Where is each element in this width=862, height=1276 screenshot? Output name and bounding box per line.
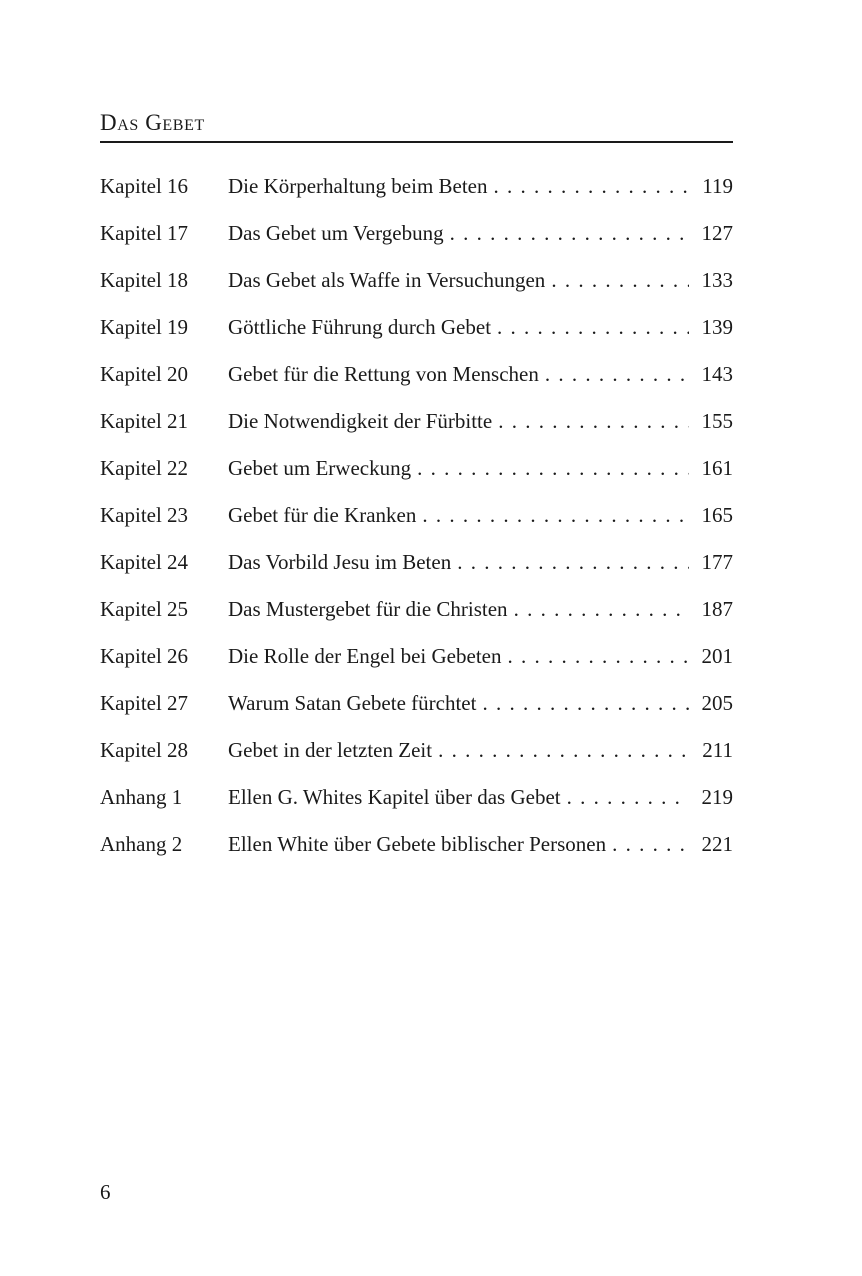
toc-entry	[100, 359, 733, 406]
toc-entry-page: 127	[701, 221, 733, 245]
toc-entry-page: 205	[701, 691, 733, 715]
toc-entry	[100, 547, 733, 594]
toc-entry-title-wrap	[228, 594, 689, 624]
toc-entry-label: Kapitel 18	[100, 268, 189, 292]
dot-leader	[498, 406, 689, 436]
dot-leader	[494, 171, 689, 201]
toc-entry-title-wrap	[228, 359, 689, 389]
toc-entry	[100, 641, 733, 688]
toc-entry-label: Kapitel 19	[100, 315, 189, 339]
toc-entry-page: 143	[701, 362, 733, 386]
dot-leader	[612, 829, 689, 859]
toc-entry-title: Gebet in der letzten Zeit	[228, 738, 433, 762]
dot-leader	[450, 218, 689, 248]
toc-entry-label: Anhang 1	[100, 785, 183, 809]
toc-entry	[100, 218, 733, 265]
toc-entry-label: Kapitel 21	[100, 409, 189, 433]
toc-entry-title: Göttliche Führung durch Gebet	[228, 315, 492, 339]
dot-leader	[497, 312, 689, 342]
running-head: Das Gebet	[100, 110, 205, 135]
toc-entry-label: Kapitel 24	[100, 550, 189, 574]
dot-leader	[457, 547, 689, 577]
toc-entry-label: Kapitel 22	[100, 456, 189, 480]
toc-entry-title: Ellen G. Whites Kapitel über das Gebet	[228, 785, 561, 809]
toc-entry-title-wrap	[228, 265, 689, 295]
dot-leader	[551, 265, 689, 295]
toc-entry-title-wrap	[228, 782, 689, 812]
toc-entry-label: Kapitel 26	[100, 644, 189, 668]
toc-entry	[100, 688, 733, 735]
dot-leader	[567, 782, 689, 812]
toc-entry-page: 161	[701, 456, 733, 480]
toc-entry-title: Das Vorbild Jesu im Beten	[228, 550, 452, 574]
toc-entry	[100, 312, 733, 359]
toc-entry-page: 219	[701, 785, 733, 809]
toc-entry-page: 201	[701, 644, 733, 668]
toc-entry-title: Das Gebet als Waffe in Versuchungen	[228, 268, 546, 292]
toc-entry-page: 139	[701, 315, 733, 339]
toc-entry-label: Kapitel 27	[100, 691, 189, 715]
toc-entry-title-wrap	[228, 406, 689, 436]
toc-entry-title: Gebet für die Kranken	[228, 503, 417, 527]
toc-entry-title-wrap	[228, 500, 689, 530]
toc-entry-title: Die Notwendigkeit der Fürbitte	[228, 409, 493, 433]
toc-entry-title-wrap	[228, 312, 689, 342]
dot-leader	[545, 359, 689, 389]
toc-entry-title: Das Mustergebet für die Christen	[228, 597, 508, 621]
toc-entry-label: Kapitel 16	[100, 174, 189, 198]
toc-entry-label: Kapitel 20	[100, 362, 189, 386]
table-of-contents	[100, 171, 733, 876]
toc-entry-label: Kapitel 25	[100, 597, 189, 621]
toc-entry-title: Ellen White über Gebete biblischer Personen	[228, 832, 607, 856]
toc-entry-page: 221	[701, 832, 733, 856]
toc-entry-page: 165	[701, 503, 733, 527]
toc-entry-title-wrap	[228, 641, 689, 671]
toc-entry	[100, 782, 733, 829]
toc-entry	[100, 171, 733, 218]
toc-entry	[100, 829, 733, 876]
toc-entry-page: 155	[701, 409, 733, 433]
dot-leader	[422, 500, 689, 530]
header-rule	[100, 141, 733, 143]
toc-entry-page: 119	[702, 174, 733, 198]
toc-entry-title-wrap	[228, 735, 689, 765]
toc-entry-title-wrap	[228, 171, 689, 201]
toc-entry	[100, 453, 733, 500]
toc-entry-title-wrap	[228, 688, 689, 718]
toc-entry-title: Die Rolle der Engel bei Gebeten	[228, 644, 502, 668]
toc-entry	[100, 406, 733, 453]
toc-entry-page: 133	[701, 268, 733, 292]
toc-entry-label: Kapitel 17	[100, 221, 189, 245]
toc-entry-title-wrap	[228, 453, 689, 483]
toc-entry-page: 177	[701, 550, 733, 574]
toc-entry-title-wrap	[228, 218, 689, 248]
toc-entry-label: Kapitel 23	[100, 503, 189, 527]
toc-entry-title-wrap	[228, 829, 689, 859]
toc-entry	[100, 500, 733, 547]
toc-entry-page: 211	[702, 738, 733, 762]
dot-leader	[507, 641, 689, 671]
dot-leader	[514, 594, 689, 624]
page-number: 6	[100, 1180, 111, 1204]
dot-leader	[438, 735, 689, 765]
toc-entry	[100, 735, 733, 782]
toc-entry-title: Gebet für die Rettung von Menschen	[228, 362, 539, 386]
dot-leader	[482, 688, 689, 718]
toc-entry-title: Warum Satan Gebete fürchtet	[228, 691, 477, 715]
toc-entry-title: Gebet um Erweckung	[228, 456, 412, 480]
toc-entry	[100, 265, 733, 312]
toc-entry-label: Anhang 2	[100, 832, 183, 856]
toc-entry-label: Kapitel 28	[100, 738, 189, 762]
toc-entry-title: Die Körperhaltung beim Beten	[228, 174, 488, 198]
toc-entry-title-wrap	[228, 547, 689, 577]
toc-entry-page: 187	[701, 597, 733, 621]
toc-entry-title: Das Gebet um Vergebung	[228, 221, 444, 245]
toc-entry	[100, 594, 733, 641]
dot-leader	[417, 453, 689, 483]
